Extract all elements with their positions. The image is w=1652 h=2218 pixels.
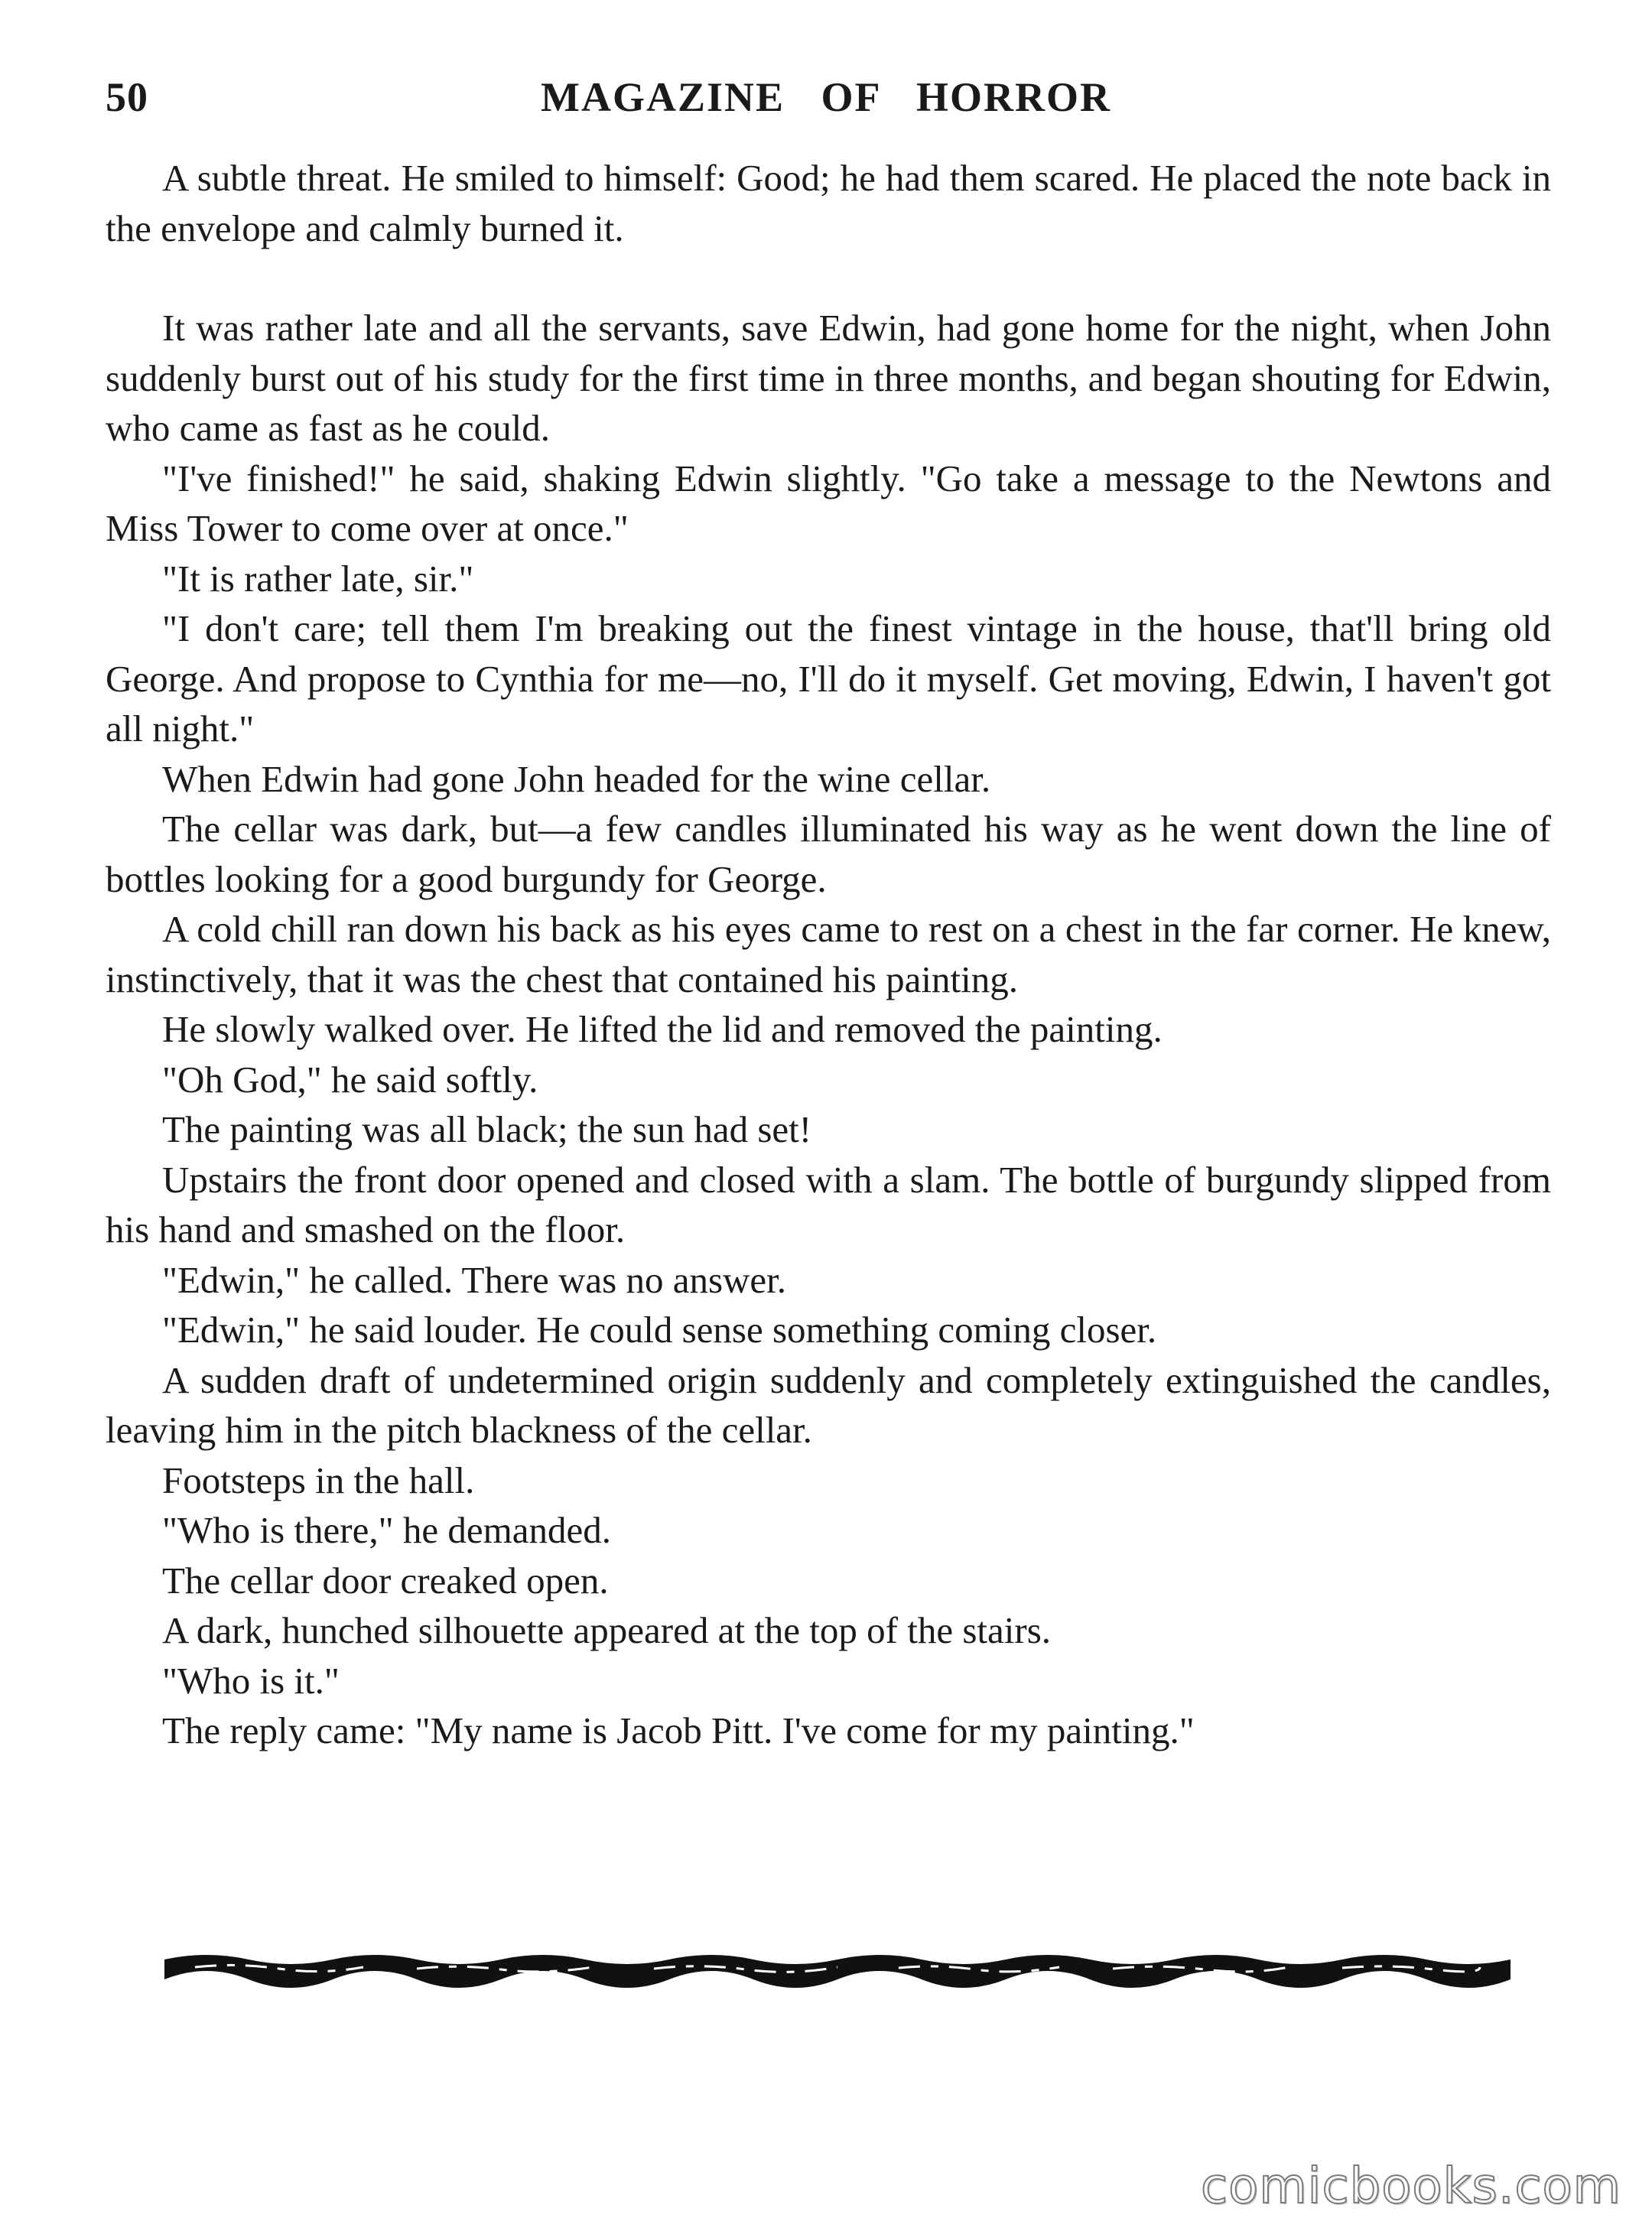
paragraph: Upstairs the front door opened and closed with a slam. The bottle of burgundy slipped from his hand and smashed on the floor.	[106, 1158, 1551, 1250]
watermark: comicbooks.com	[1200, 2158, 1621, 2215]
paragraph: A dark, hunched silhouette appeared at the top of the stairs.	[162, 1609, 1052, 1651]
page-number: 50	[106, 74, 148, 120]
paragraph: He slowly walked over. He lifted the lid and removed the painting.	[162, 1008, 1163, 1050]
page-header	[0, 73, 1652, 127]
paragraph: A subtle threat. He smiled to himself: Good; he had them scared. He placed the note back in the envelope and calmly burned it.	[106, 157, 1551, 249]
paragraph: "Who is it."	[162, 1659, 340, 1702]
paragraph: "It is rather late, sir."	[162, 557, 474, 600]
paragraph: "I've finished!" he said, shaking Edwin slightly. "Go take a message to the Newtons and Miss Tower to come over at once."	[106, 457, 1551, 549]
paragraph: The painting was all black; the sun had set!	[162, 1108, 812, 1150]
paragraph: Footsteps in the hall.	[162, 1459, 475, 1501]
story-text	[106, 153, 1551, 1756]
paragraph: The cellar door creaked open.	[162, 1559, 609, 1602]
paragraph: "Who is there," he demanded.	[162, 1509, 611, 1551]
paragraph: A sudden draft of undetermined origin suddenly and completely extinguished the candles, leaving him in the pitch blackness of the cellar.	[106, 1358, 1551, 1451]
running-head: MAGAZINE OF HORROR	[541, 74, 1111, 120]
paragraph: The cellar was dark, but—a few candles illuminated his way as he went down the line of bottles looking for a good burgundy for George.	[106, 808, 1551, 900]
paragraph: The reply came: "My name is Jacob Pitt. I've come for my painting."	[162, 1709, 1195, 1751]
paragraph: "Edwin," he said louder. He could sense something coming closer.	[162, 1309, 1157, 1351]
wavy-rule-ornament-icon	[164, 1949, 1511, 1998]
paragraph: A cold chill ran down his back as his eyes came to rest on a chest in the far corner. He knew, instinctively, that it was the chest that contained his painting.	[106, 908, 1551, 1000]
paragraph: When Edwin had gone John headed for the wine cellar.	[162, 757, 991, 800]
paragraph: It was rather late and all the servants, save Edwin, had gone home for the night, when John suddenly burst out of his study for the first time in three months, and began shouting for Edwin, who came as fast as he could.	[106, 307, 1551, 449]
paragraph: "Edwin," he called. There was no answer.	[162, 1258, 787, 1301]
paragraph: "I don't care; tell them I'm breaking out the finest vintage in the house, that'll bring old George. And propose to Cynthia for me—no, I'll do it myself. Get moving, Edwin, I haven't got all night."	[106, 607, 1551, 750]
paragraph: "Oh God," he said softly.	[162, 1058, 538, 1101]
